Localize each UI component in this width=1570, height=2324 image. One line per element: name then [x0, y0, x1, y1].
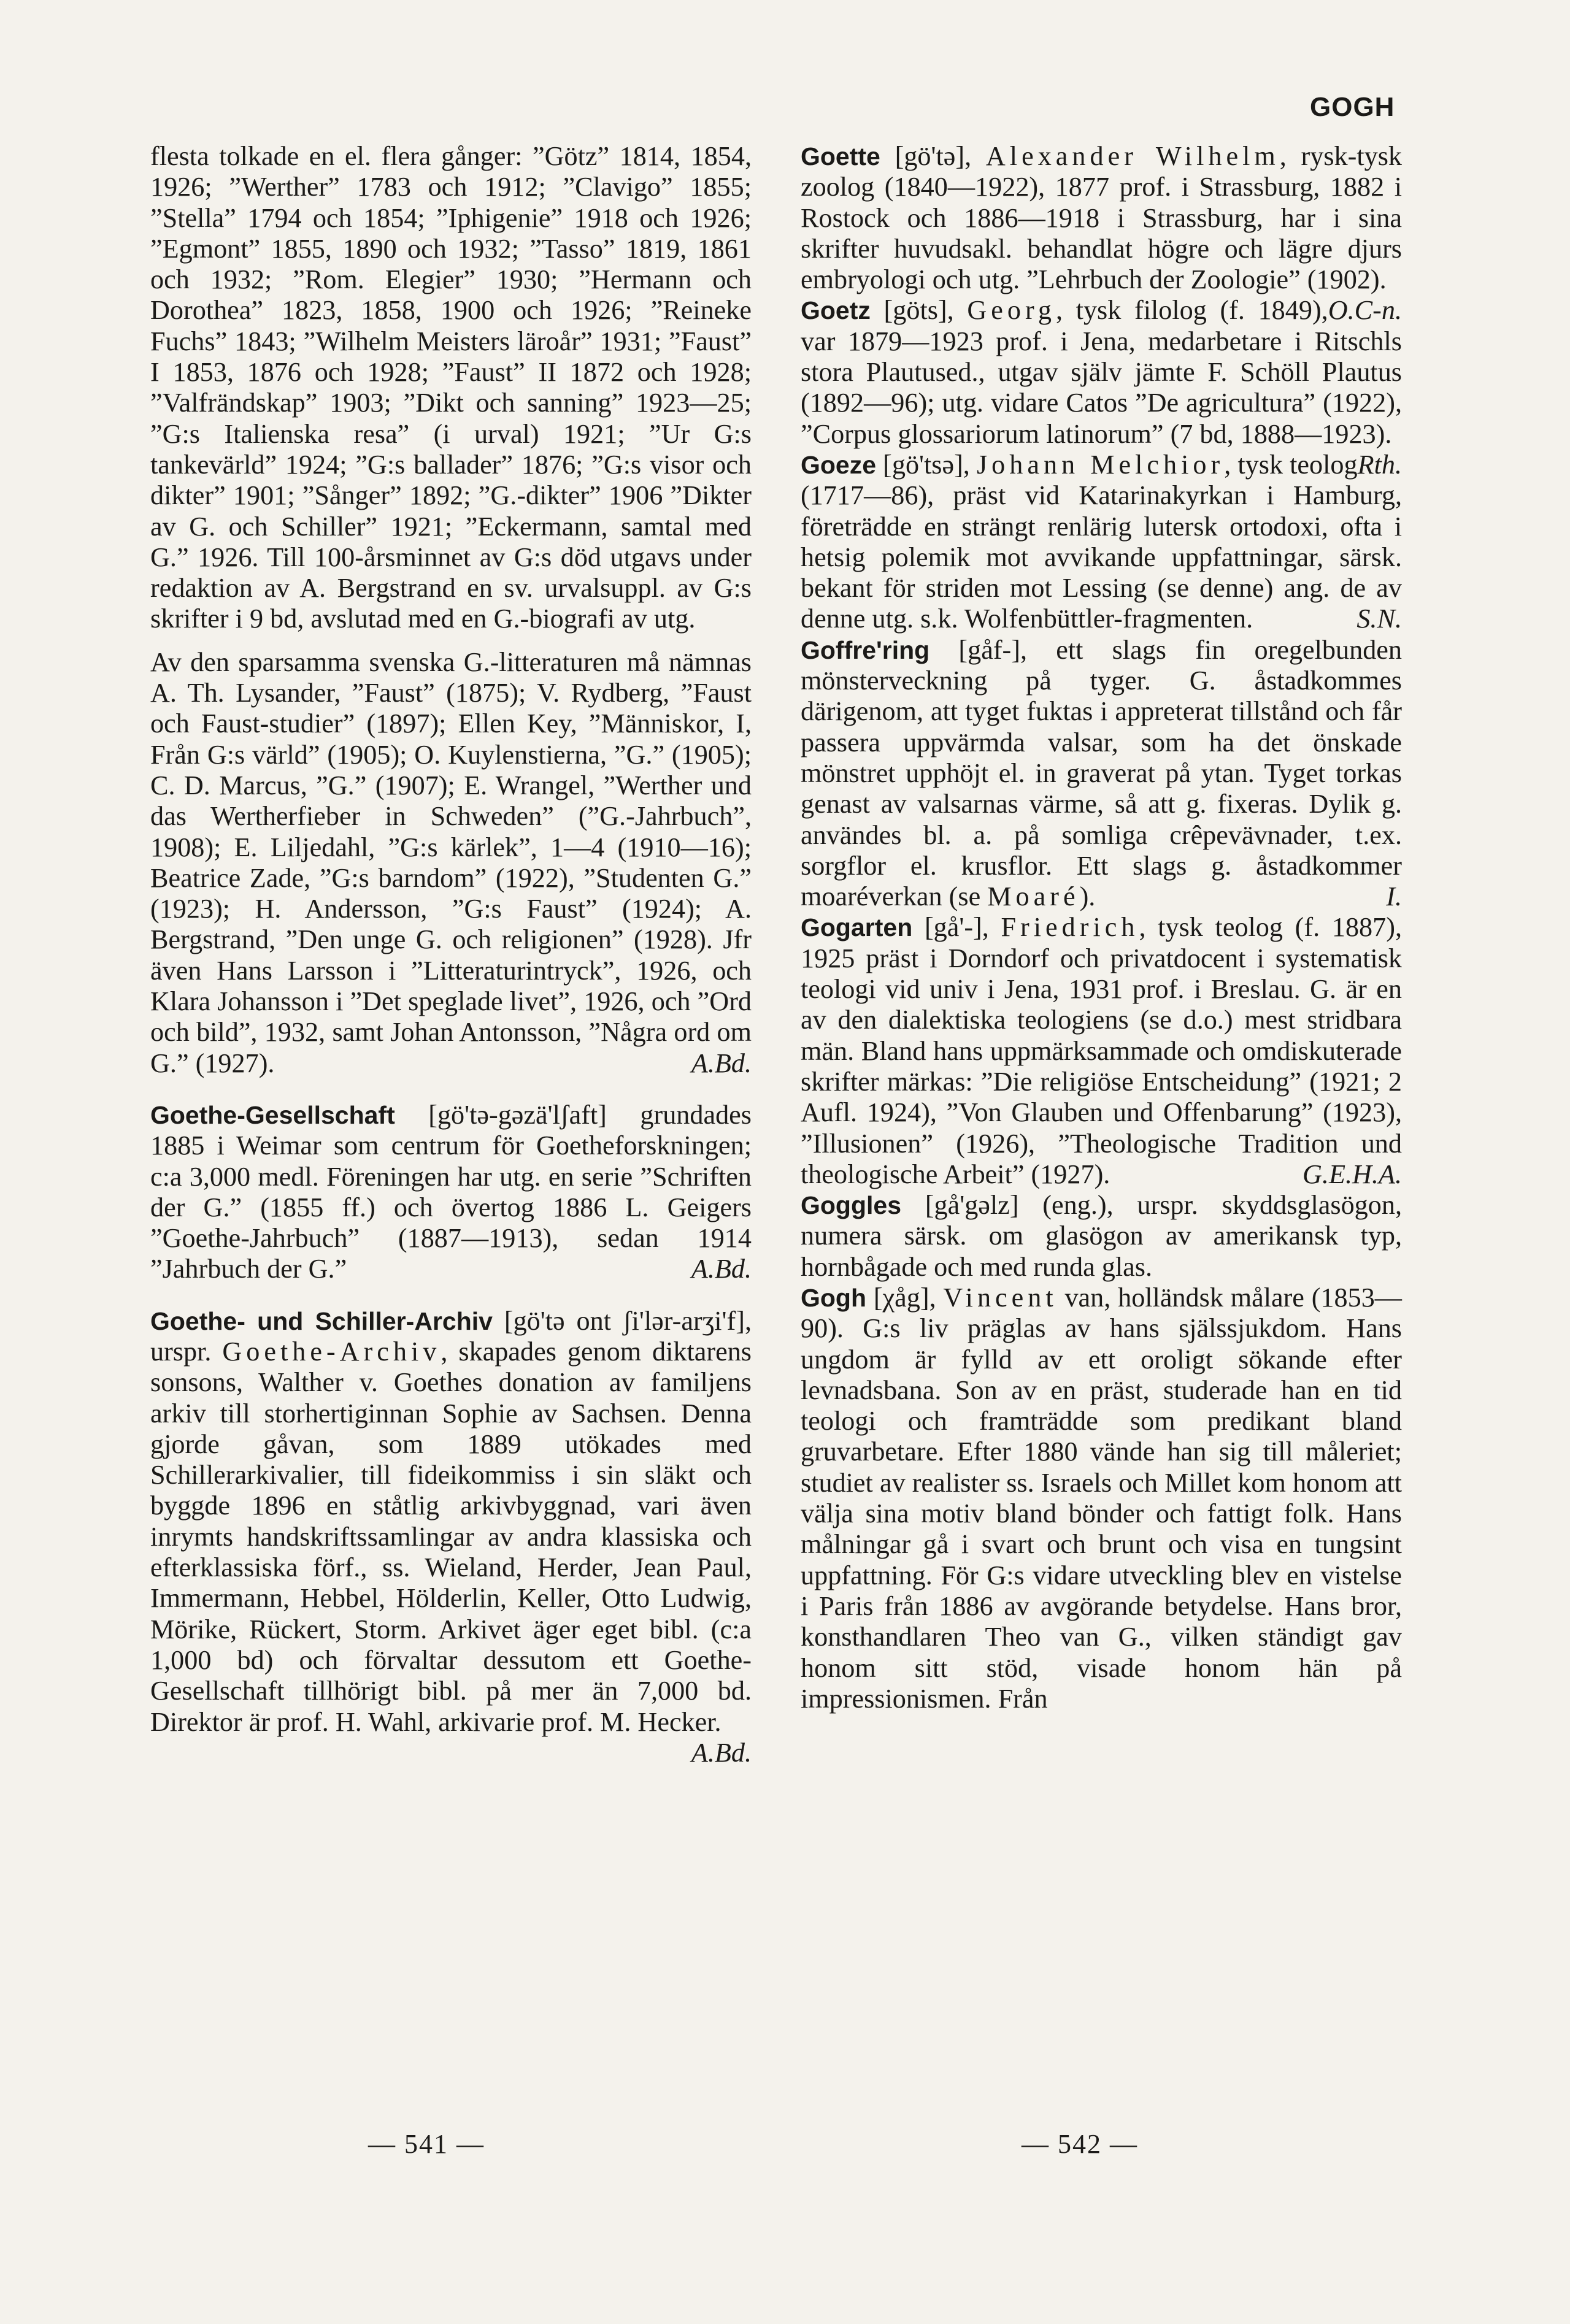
spaced-name: Goethe-Archiv [222, 1336, 441, 1367]
entry-text-end: ). [1079, 881, 1096, 912]
entry-headword: Goethe- und Schiller-Archiv [150, 1306, 493, 1335]
entry-headword: Gogarten [801, 913, 913, 942]
entry-text: , rysk-tysk zoolog (1840—1922), 1877 prof. i Strassburg, 1882 i Rostock och 1886—1918 i Strassburg, har i sina skrifter huvudsakl. behandlat högre och lägre djurs embryologi och utg. ”Lehrbuch der Zoologie” (1902). [801, 141, 1402, 295]
entry-text: , tysk teolog (1717—86), präst vid Katarinakyrkan i Hamburg, företrädde en strängt renlärig lutersk ortodoxi, ofta i hetsig polemik mot avvikande uppfattningar, särsk. bekant för striden mot Lessing (se denne) ang. de av denne utg. s.k. Wolfenbüttler-fragmenten. [801, 449, 1402, 634]
entry-headword: Goeze [801, 450, 877, 479]
entry-headword: Goetz [801, 296, 871, 325]
entry-pronunciation: [göts], [870, 295, 968, 326]
entry-gogarten [801, 912, 1402, 1190]
spaced-name: Friedrich [1001, 912, 1139, 943]
running-head: GOGH [1310, 92, 1395, 122]
left-column [150, 141, 752, 1768]
right-column [801, 141, 1402, 1714]
author-signature: Rth. [1357, 449, 1402, 480]
entry-gogh [801, 1283, 1402, 1714]
entry-pronunciation: [gå'-], [912, 912, 1001, 943]
author-signature: A.Bd. [691, 1048, 752, 1078]
entry-goggles [801, 1190, 1402, 1283]
author-signature: I. [1386, 881, 1402, 912]
spaced-name: Johann Melchior [976, 449, 1225, 480]
page-number-right: — 542 — [1022, 2129, 1138, 2159]
entry-goethe-schiller-archiv [150, 1305, 752, 1768]
author-signature: A.Bd. [691, 1254, 752, 1284]
entry-headword: Goette [801, 142, 880, 171]
entry-pronunciation: [gö'tə], [880, 141, 986, 171]
entry-text: , tysk filolog (f. 1849), var 1879—1923 prof. i Jena, medarbetare i Ritschls stora Plautused., utgav själv jämte F. Schöll Plautus (1892—96); utg. vidare Catos ”De agricultura” (1922), ”Corpus glossariorum latinorum” (7 bd, 1888—1923). [801, 295, 1402, 449]
entry-headword: Goffre'ring [801, 635, 930, 664]
spaced-name: Alexander Wilhelm [985, 141, 1280, 171]
entry-headword: Goggles [801, 1191, 902, 1220]
paragraph-goethe-translations: flesta tolkade en el. flera gånger: ”Götz” 1814, 1854, 1926; ”Werther” 1783 och 1912; ”Clavigo” 1855; ”Stella” 1794 och 1854; ”Iphigenie” 1918 och 1926; ”Egmont” 1855, 1890 och 1932; ”Tasso” 1819, 1861 och 1932; ”Rom. Elegier” 1930; ”Hermann och Dorothea” 1823, 1858, 1900 och 1926; ”Reineke Fuchs” 1843; ”Wilhelm Meisters läroår” 1931; ”Faust” I 1853, 1876 och 1928; ”Faust” II 1872 och 1928; ”Valfrändskap” 1903; ”Dikt och sanning” 1923—25; ”G:s Italienska resa” (i urval) 1921; ”Ur G:s tankevärld” 1924; ”G:s ballader” 1876; ”G:s visor och dikter” 1901; ”Sånger” 1892; ”G.-dikter” 1906 ”Dikter av G. och Schiller” 1921; ”Eckermann, samtal med G.” 1926. Till 100-årsminnet av G:s död utgavs under redaktion av A. Bergstrand en sv. urvalsuppl. av G:s skrifter i 9 bd, avslutad med en G.-biografi av utg. [150, 141, 752, 634]
author-signature: A.Bd. [691, 1737, 752, 1768]
spaced-name: Moaré [987, 881, 1080, 912]
entry-headword: Goethe-Gesellschaft [150, 1100, 395, 1129]
page-number-left: — 541 — [368, 2129, 485, 2159]
entry-text: , tysk teolog (f. 1887), 1925 präst i Dorndorf och privatdocent i systematisk teologi vid univ i Jena, 1931 prof. i Breslau. G. är en av den dialektiska teologiens (se d.o.) mest stridbara män. Bland hans uppmärksammade och omdiskuterade skrifter märkas: ”Die religiöse Entscheidung” (1921; 2 Aufl. 1924), ”Von Glauben und Offenbarung” (1923), ”Illusionen” (1926), ”Theologische Tradition und theologische Arbeit” (1927). [801, 912, 1402, 1189]
entry-headword: Gogh [801, 1283, 867, 1312]
entry-goffrering [801, 635, 1402, 913]
entry-pronunciation: [gö'tsə], [876, 449, 977, 480]
author-signature: S.N. [1356, 604, 1402, 634]
entry-text: van, holländsk målare (1853—90). G:s liv präglas av hans själssjukdom. Hans ungdom är fylld av ett oroligt sökande efter levnadsbana. Son av en präst, studerade han en tid teologi och framträdde som predikant bland gruvarbetare. Efter 1880 vände han sig till måleriet; studiet av realister ss. Israels och Millet kom honom att välja sina motiv bland bönder och fattigt folk. Hans målningar gå i svart och brunt och visa en tungsint uppfattning. För G:s vidare utveckling blev en vistelse i Paris från 1886 av avgörande betydelse. Hans bror, konsthandlaren Theo van G., vilken ständigt gav honom sitt stöd, visade honom hän på impressionismen. Från [801, 1282, 1402, 1714]
entry-text: , skapades genom diktarens sonsons, Walther v. Goethes donation av familjens arkiv till storhertiginnan Sophie av Sachsen. Denna gjorde gåvan, som 1889 utökades med Schillerarkivalier, till fideikommiss i sin släkt och byggde 1896 en ståtlig arkivbyggnad, vari även inrymts handskriftssamlingar av andra klassiska och efterklassiska förf., ss. Wieland, Herder, Jean Paul, Immermann, Hebbel, Hölderlin, Keller, Otto Ludwig, Mörike, Rückert, Storm. Arkivet äger eget bibl. (c:a 1,000 bd) och förvaltar dessutom ett Goethe-Gesellschaft tillhörigt bibl. på mer än 7,000 bd. Direktor är prof. H. Wahl, arkivarie prof. M. Hecker. [150, 1336, 752, 1737]
paragraph-goethe-literature [150, 647, 752, 1079]
entry-text: [gö'tə-gəzä'lʃaft] grundades 1885 i Weimar som centrum för Goetheforskningen; c:a 3,000 medl. Föreningen har utg. en serie ”Schriften der G.” (1855 ff.) och övertog 1886 L. Geigers ”Goethe-Jahrbuch” (1887—1913), sedan 1914 ”Jahrbuch der G.” [150, 1099, 752, 1284]
entry-goeze [801, 450, 1402, 635]
paragraph-text: Av den sparsamma svenska G.-litteraturen må nämnas A. Th. Lysander, ”Faust” (1875); V. Rydberg, ”Faust och Faust-studier” (1897); Ellen Key, ”Människor, I, Från G:s värld” (1905); O. Kuylenstierna, ”G.” (1905); C. D. Marcus, ”G.” (1907); E. Wrangel, ”Werther und das Wertherfieber in Schweden” (”G.-Jahrbuch”, 1908); E. Liljedahl, ”G:s kärlek”, 1—4 (1910—16); Beatrice Zade, ”G:s barndom” (1922), ”Studenten G.” (1923); H. Andersson, ”G:s Faust” (1924); A. Bergstrand, ”Den unge G. och religionen” (1928). Jfr även Hans Larsson i ”Litteraturintryck”, 1926, och Klara Johansson i ”Det speglade livet”, 1926, och ”Ord och bild”, 1932, samt Johan Antonsson, ”Några ord om G.” (1927). [150, 646, 752, 1078]
entry-pronunciation: [gö'tə ont ʃi'lər-arʒi'f], urspr. [150, 1305, 752, 1367]
entry-text: [gå'gəlz] (eng.), urspr. skyddsglasögon, numera särsk. om glasögon av amerikansk typ, hornbågade och med runda glas. [801, 1190, 1402, 1282]
author-signature: O.C-n. [1328, 295, 1402, 326]
entry-goethe-gesellschaft [150, 1100, 752, 1285]
spaced-name: Georg [967, 295, 1056, 326]
entry-text: [gåf-], ett slags fin oregelbunden mönsterveckning på tyger. G. åstadkommes därigenom, att tyget fuktas i appreterat tillstånd och får passera uppvärmda valsar, som ha det önskade mönstret upphöjt el. in graverat på ytan. Tyget torkas genast av valsarnas värme, så att g. fixeras. Dylik g. användes bl. a. på somliga crêpevävnader, t.ex. sorgflor el. krusflor. Ett slags g. åstadkommer moaréverkan (se [801, 634, 1402, 912]
author-signature: G.E.H.A. [1303, 1159, 1402, 1189]
entry-pronunciation: [χåg], [866, 1282, 944, 1313]
spaced-name: Vincent [943, 1282, 1058, 1313]
